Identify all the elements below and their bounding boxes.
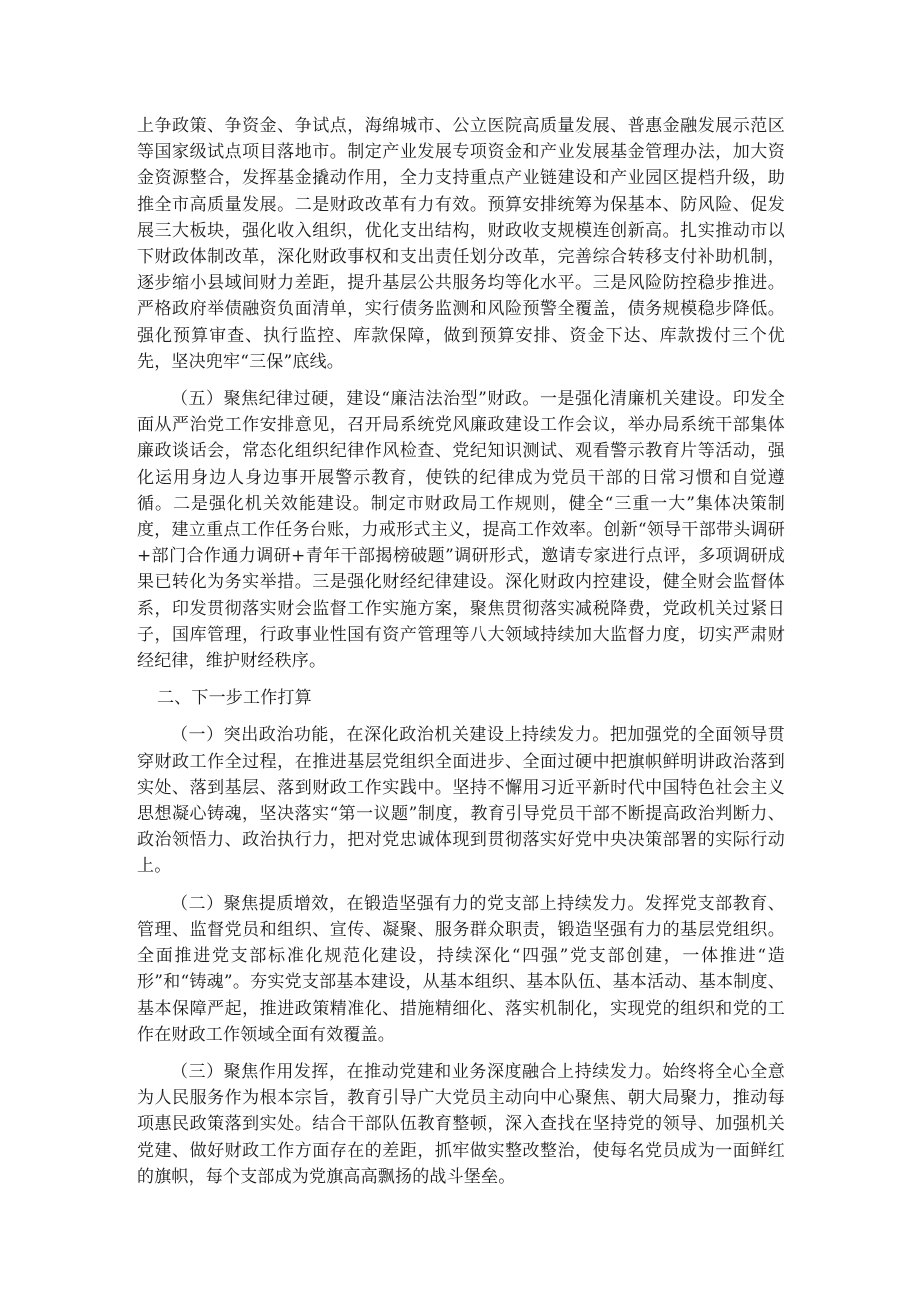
section-heading-next-steps: 二、下一步工作打算 <box>157 688 312 709</box>
paragraph-section-five: （五）聚焦纪律过硬，建设“廉洁法治型”财政。一是强化清廉机关建设。印发全面从严治党工作安排意见，召开局系统党风廉政建设工作会议，举办局系统干部集体廉政谈话会，常态化组织纪律作风检查、党纪知识测试、观看警示教育片等活动，强化运用身边人身边事开展警示教育，使铁的纪律成为党员干部的日常习惯和自觉遵循。二是强化机关效能建设。制定市财政局工作规则，健全“三重一大”集体决策制度，建立重点工作任务台账，力戒形式主义，提高工作效率。创新“领导干部带头调研+部门合作通力调研+青年干部揭榜破题”调研形式，邀请专家进行点评，多项调研成果已转化为务实举措。三是强化财经纪律建设。深化财政内控建设，健全财会监督体系，印发贯彻落实财会监督工作实施方案，聚焦贯彻落实减税降费，党政机关过紧日子，国库管理，行政事业性国有资产管理等八大领域持续加大监督力度，切实严肃财经纪律，维护财经秩序。 <box>137 389 785 672</box>
paragraph-plan-one: （一）突出政治功能，在深化政治机关建设上持续发力。把加强党的全面领导贯穿财政工作全过程，在推进基层党组织全面进步、全面过硬中把旗帜鲜明讲政治落到实处、落到基层、落到财政工作实践中。坚持不懈用习近平新时代中国特色社会主义思想凝心铸魂，坚决落实“第一议题”制度，教育引导党员干部不断提高政治判断力、政治领悟力、政治执行力，把对党忠诚体现到贯彻落实好党中央决策部署的实际行动上。 <box>137 725 785 877</box>
document-body <box>137 113 785 1201</box>
paragraph-continuation: 上争政策、争资金、争试点，海绵城市、公立医院高质量发展、普惠金融发展示范区等国家级试点项目落地市。制定产业发展专项资金和产业发展基金管理办法，加大资金资源整合，发挥基金撬动作用，全力支持重点产业链建设和产业园区提档升级，助推全市高质量发展。二是财政改革有力有效。预算安排统筹为保基本、防风险、促发展三大板块，强化收入组织，优化支出结构，财政收支规模连创新高。扎实推动市以下财政体制改革，深化财政事权和支出责任划分改革，完善综合转移支付补助机制，逐步缩小县域间财力差距，提升基层公共服务均等化水平。三是风险防控稳步推进。严格政府举债融资负面清单，实行债务监测和风险预警全覆盖，债务规模稳步降低。强化预算审查、执行监控、库款保障，做到预算安排、资金下达、库款拨付三个优先，坚决兜牢“三保”底线。 <box>137 116 785 372</box>
paragraph-plan-two: （二）聚焦提质增效，在锻造坚强有力的党支部上持续发力。发挥党支部教育、管理、监督党员和组织、宣传、凝聚、服务群众职责，锻造坚强有力的基层党组织。全面推进党支部标准化规范化建设，持续深化“四强”党支部创建，一体推进“造形”和“铸魂”。夯实党支部基本建设，从基本组织、基本队伍、基本活动、基本制度、基本保障严起，推进政策精准化、措施精细化、落实机制化，实现党的组织和党的工作在财政工作领域全面有效覆盖。 <box>137 893 785 1045</box>
paragraph-plan-three: （三）聚焦作用发挥，在推动党建和业务深度融合上持续发力。始终将全心全意为人民服务作为根本宗旨，教育引导广大党员主动向中心聚焦、朝大局聚力，推动每项惠民政策落到实处。结合干部队伍教育整顿，深入查找在坚持党的领导、加强机关党建、做好财政工作方面存在的差距，抓牢做实整改整治，使每名党员成为一面鲜红的旗帜，每个支部成为党旗高高飘扬的战斗堡垒。 <box>137 1061 785 1187</box>
